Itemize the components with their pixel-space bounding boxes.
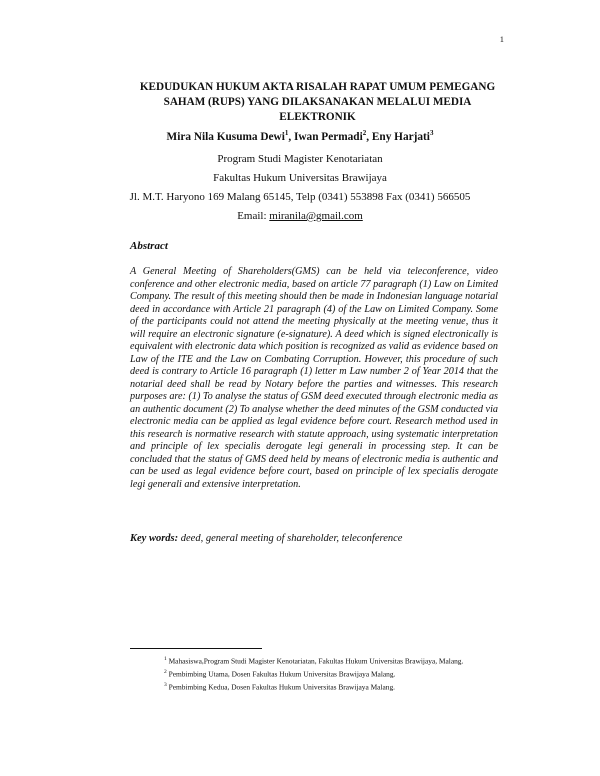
affiliation-program: Program Studi Magister Kenotariatan	[217, 153, 383, 165]
keywords-label: Key words:	[130, 533, 179, 544]
footnote-mark: 2	[164, 669, 167, 676]
keywords-line	[130, 533, 498, 544]
author-footnote-mark: 3	[429, 129, 434, 138]
abstract-heading: Abstract	[130, 240, 168, 252]
author-footnote-mark: 2	[362, 129, 367, 138]
footnote-mark: 1	[164, 656, 167, 662]
author-footnote-mark: 1	[284, 129, 289, 138]
footnotes	[130, 654, 500, 693]
author-name: Iwan Permadi	[294, 131, 363, 143]
footnote-mark: 3	[164, 682, 167, 689]
footnote	[130, 654, 500, 667]
footnote	[130, 667, 500, 680]
footnote	[130, 680, 500, 693]
email-link[interactable]: miranila@gmail.com	[269, 210, 363, 222]
affiliation-address: Jl. M.T. Haryono 169 Malang 65145, Telp (0341) 553898 Fax (0341) 566505	[129, 191, 471, 203]
abstract-body: A General Meeting of Shareholders(GMS) can be held via teleconference, video conference and other electronic media, based on article 77 paragraph (1) Law on Limited Company. The result of this meeting should then be made in Indonesian language notarial deed in accordance with Article 21 paragraph (4) of the Law on Limited Company. Some of the participants could not attend the meeting physically at the meeting venue, thus it will require an electronic signature (e-signature). A deed which is signed electronically is equivalent with electronic data which position is recognized as valid as evidence based on Law of the ITE and the Law on Combating Corruption. However, this procedure of such deed is contrary to Article 16 paragraph (1) letter m Law number 2 of Year 2014 that the notarial deed shall be read by Notary before the parties and witnesses. This research purposes are: (1) To analyse the status of GSM deed executed through electronic media as an authentic document (2) To analyse whether the deed minutes of the GSM conducted via electronic media can be applied as legal evidence before court. Research method used in this research is normative research with statute approach, using systematic interpretation and principle of lex specialis derogate legi generali in processing step. It can be concluded that the status of GMS deed held by means of electronic media is authentic and can be used as legal evidence before court, based on principle of lex specialis derogate legi generali and extensive interpretation.	[130, 266, 498, 490]
author-list: Mira Nila Kusuma Dewi$^1$, Iwan Permadi$^2$, Eny Harjati$^3$	[166, 129, 434, 143]
email-label: Email:	[237, 210, 270, 222]
footnote-text: Mahasiswa,Program Studi Magister Kenotariatan, Fakultas Hukum Universitas Brawijaya, Malang.	[166, 656, 464, 666]
affiliation-email-line	[100, 209, 500, 223]
paper-title: KEDUDUKAN HUKUM AKTA RISALAH RAPAT UMUM PEMEGANG SAHAM (RUPS) YANG DILAKSANAKAN MELALUI MEDIA ELEKTRONIK	[139, 81, 496, 123]
footnote-text: Pembimbing Utama, Dosen Fakultas Hukum Universitas Brawijaya Malang.	[166, 669, 396, 679]
author-name: Eny Harjati	[371, 131, 430, 143]
affiliation-faculty: Fakultas Hukum Universitas Brawijaya	[213, 172, 387, 184]
footnote-text: Pembimbing Kedua, Dosen Fakultas Hukum Universitas Brawijaya Malang.	[166, 682, 396, 692]
author-name: Mira Nila Kusuma Dewi	[166, 131, 285, 143]
page-number: 1	[499, 34, 504, 44]
keywords-text: deed, general meeting of shareholder, teleconference	[178, 533, 403, 544]
footnote-divider	[130, 648, 262, 649]
